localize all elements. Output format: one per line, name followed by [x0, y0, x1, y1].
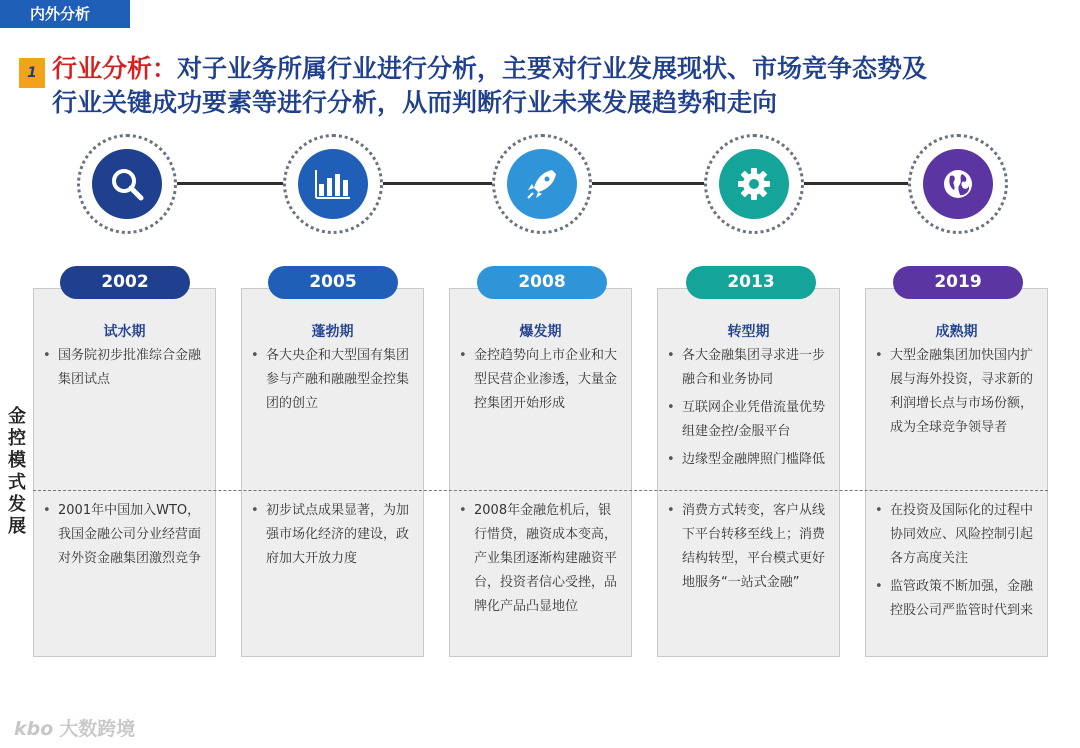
timeline-node-1-fill — [92, 149, 162, 219]
stage-card-2002 — [33, 288, 216, 657]
rocket-icon — [522, 164, 562, 204]
watermark — [14, 714, 135, 741]
stage-phase: 试水期 — [103, 324, 146, 340]
stage-phase: 爆发期 — [519, 324, 562, 340]
watermark-text: 大数跨境 — [59, 718, 136, 740]
stage-phase: 成熟期 — [935, 324, 978, 340]
list-item: • 金控趋势向上市企业和大 型民营企业渗透，大量金 控集团开始形成 — [474, 344, 623, 416]
section-divider — [33, 490, 1048, 491]
year-badge-2002: 2002 — [60, 266, 190, 299]
heading-number: 1 — [19, 58, 45, 88]
list-item: • 大型金融集团加快国内扩 展与海外投资，寻求新的 利润增长点与市场份额， 成为全球竞争领导者 — [890, 344, 1039, 440]
stage-phase: 转型期 — [727, 324, 770, 340]
timeline-node-4-fill — [719, 149, 789, 219]
timeline-node-1 — [77, 134, 177, 234]
heading-line1: 对子业务所属行业进行分析，主要对行业发展现状、市场竞争态势及 — [177, 54, 928, 83]
stage-bottom-list — [242, 499, 423, 575]
gear-icon — [734, 164, 774, 204]
timeline-node-3 — [492, 134, 592, 234]
stage-bottom-list — [658, 499, 839, 599]
list-item: • 各大金融集团寻求进一步 融合和业务协同 — [682, 344, 831, 392]
year-badge-2019: 2019 — [893, 266, 1023, 299]
list-item: • 在投资及国际化的过程中协同效应、风险控制引起 各方高度关注 — [890, 499, 1039, 571]
stage-phase: 蓬勃期 — [311, 324, 354, 340]
stage-top-list — [658, 344, 839, 476]
list-item: • 2008年金融危机后，银 行惜贷，融资成本变高， 产业集团逐渐构建融资平 台，投资者信心受挫，品 牌化产品凸显地位 — [474, 499, 623, 619]
stage-bottom-list — [450, 499, 631, 623]
stage-card-2019 — [865, 288, 1048, 657]
list-item: • 监管政策不断加强，金融 控股公司严监管时代到来 — [890, 575, 1039, 623]
stage-bottom-list — [866, 499, 1047, 627]
list-item: • 消费方式转变，客户从线 下平台转移至线上；消费 结构转型，平台模式更好 地服务“一站式金融” — [682, 499, 831, 595]
stage-top-list — [866, 344, 1047, 444]
year-badge-2008: 2008 — [477, 266, 607, 299]
timeline-node-3-fill — [507, 149, 577, 219]
watermark-logo: kbo — [14, 718, 54, 740]
stage-top-list — [450, 344, 631, 420]
timeline-node-5-fill — [923, 149, 993, 219]
timeline-node-4 — [704, 134, 804, 234]
search-icon — [107, 164, 147, 204]
timeline-node-5 — [908, 134, 1008, 234]
year-badge-2005: 2005 — [268, 266, 398, 299]
timeline-node-2-fill — [298, 149, 368, 219]
list-item: • 互联网企业凭借流量优势组建金控/金服平台 — [682, 396, 831, 444]
stage-top-list — [34, 344, 215, 396]
year-badge-2013: 2013 — [686, 266, 816, 299]
list-item: • 初步试点成果显著，为加 强市场化经济的建设，政 府加大开放力度 — [266, 499, 415, 571]
list-item: • 各大央企和大型国有集团 参与产融和融融型金控集 团的创立 — [266, 344, 415, 416]
list-item: • 2001年中国加入WTO， 我国金融公司分业经营面 对外资金融集团激烈竞争 — [58, 499, 207, 571]
stage-top-list — [242, 344, 423, 420]
bar-chart-icon — [313, 164, 353, 204]
list-item: • 国务院初步批准综合金融 集团试点 — [58, 344, 207, 392]
side-label: 金控模式发展 — [8, 406, 26, 537]
list-item: • 边缘型金融牌照门槛降低 — [682, 448, 831, 472]
page-heading — [52, 52, 1062, 120]
stage-bottom-list — [34, 499, 215, 575]
stage-card-2013 — [657, 288, 840, 657]
heading-line2: 行业关键成功要素等进行分析，从而判断行业未来发展趋势和走向 — [52, 88, 778, 117]
heading-highlight: 行业分析： — [52, 54, 178, 83]
timeline-node-2 — [283, 134, 383, 234]
section-tag: 内外分析 — [0, 0, 130, 28]
globe-icon — [938, 164, 978, 204]
stage-card-2008 — [449, 288, 632, 657]
stage-card-2005 — [241, 288, 424, 657]
